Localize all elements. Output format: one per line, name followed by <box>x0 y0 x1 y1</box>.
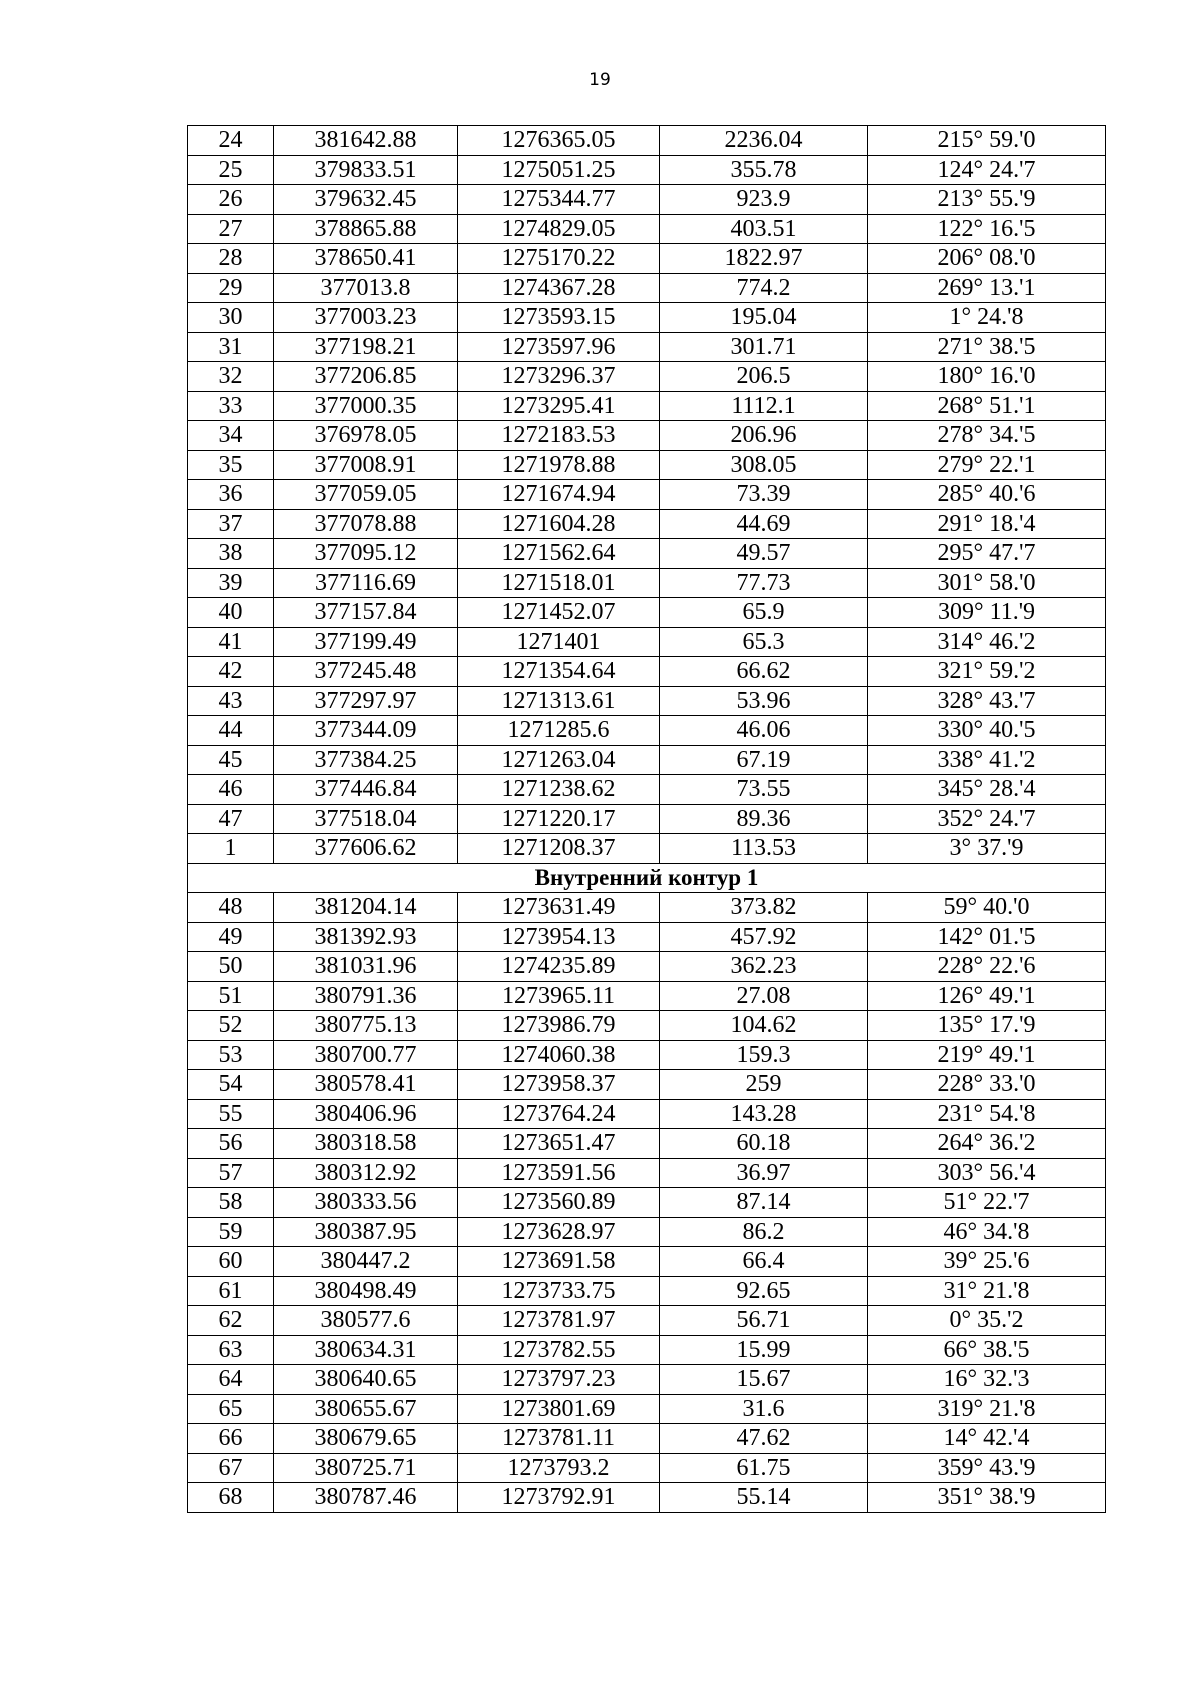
point-number-cell: 68 <box>188 1483 274 1513</box>
point-number-cell: 25 <box>188 155 274 185</box>
x-coordinate-cell: 380787.46 <box>274 1483 458 1513</box>
table-row <box>188 273 1106 303</box>
table-row <box>188 126 1106 156</box>
bearing-cell: 219° 49.'1 <box>868 1040 1106 1070</box>
bearing-cell: 314° 46.'2 <box>868 627 1106 657</box>
distance-cell: 104.62 <box>660 1011 868 1041</box>
table-row <box>188 568 1106 598</box>
distance-cell: 31.6 <box>660 1394 868 1424</box>
table-row <box>188 1335 1106 1365</box>
distance-cell: 1112.1 <box>660 391 868 421</box>
x-coordinate-cell: 380387.95 <box>274 1217 458 1247</box>
bearing-cell: 228° 22.'6 <box>868 952 1106 982</box>
y-coordinate-cell: 1271263.04 <box>458 745 660 775</box>
table-row <box>188 391 1106 421</box>
x-coordinate-cell: 379833.51 <box>274 155 458 185</box>
y-coordinate-cell: 1273631.49 <box>458 893 660 923</box>
point-number-cell: 32 <box>188 362 274 392</box>
x-coordinate-cell: 377008.91 <box>274 450 458 480</box>
x-coordinate-cell: 379632.45 <box>274 185 458 215</box>
y-coordinate-cell: 1271562.64 <box>458 539 660 569</box>
point-number-cell: 30 <box>188 303 274 333</box>
bearing-cell: 301° 58.'0 <box>868 568 1106 598</box>
table-row <box>188 1394 1106 1424</box>
point-number-cell: 27 <box>188 214 274 244</box>
bearing-cell: 122° 16.'5 <box>868 214 1106 244</box>
x-coordinate-cell: 381031.96 <box>274 952 458 982</box>
bearing-cell: 16° 32.'3 <box>868 1365 1106 1395</box>
bearing-cell: 51° 22.'7 <box>868 1188 1106 1218</box>
bearing-cell: 206° 08.'0 <box>868 244 1106 274</box>
x-coordinate-cell: 377078.88 <box>274 509 458 539</box>
point-number-cell: 24 <box>188 126 274 156</box>
bearing-cell: 271° 38.'5 <box>868 332 1106 362</box>
point-number-cell: 53 <box>188 1040 274 1070</box>
y-coordinate-cell: 1273628.97 <box>458 1217 660 1247</box>
y-coordinate-cell: 1273781.11 <box>458 1424 660 1454</box>
point-number-cell: 46 <box>188 775 274 805</box>
coordinates-table <box>187 125 1106 1513</box>
point-number-cell: 64 <box>188 1365 274 1395</box>
distance-cell: 55.14 <box>660 1483 868 1513</box>
distance-cell: 308.05 <box>660 450 868 480</box>
distance-cell: 46.06 <box>660 716 868 746</box>
point-number-cell: 63 <box>188 1335 274 1365</box>
distance-cell: 373.82 <box>660 893 868 923</box>
y-coordinate-cell: 1273591.56 <box>458 1158 660 1188</box>
y-coordinate-cell: 1275344.77 <box>458 185 660 215</box>
table-row <box>188 1483 1106 1513</box>
distance-cell: 67.19 <box>660 745 868 775</box>
table-row <box>188 332 1106 362</box>
point-number-cell: 36 <box>188 480 274 510</box>
distance-cell: 66.62 <box>660 657 868 687</box>
table-row <box>188 155 1106 185</box>
distance-cell: 60.18 <box>660 1129 868 1159</box>
point-number-cell: 67 <box>188 1453 274 1483</box>
distance-cell: 301.71 <box>660 332 868 362</box>
y-coordinate-cell: 1273593.15 <box>458 303 660 333</box>
outer-contour-rows <box>188 126 1106 864</box>
distance-cell: 15.67 <box>660 1365 868 1395</box>
point-number-cell: 55 <box>188 1099 274 1129</box>
distance-cell: 1822.97 <box>660 244 868 274</box>
x-coordinate-cell: 377344.09 <box>274 716 458 746</box>
bearing-cell: 264° 36.'2 <box>868 1129 1106 1159</box>
y-coordinate-cell: 1273597.96 <box>458 332 660 362</box>
y-coordinate-cell: 1273954.13 <box>458 922 660 952</box>
y-coordinate-cell: 1273958.37 <box>458 1070 660 1100</box>
bearing-cell: 135° 17.'9 <box>868 1011 1106 1041</box>
bearing-cell: 31° 21.'8 <box>868 1276 1106 1306</box>
y-coordinate-cell: 1274829.05 <box>458 214 660 244</box>
distance-cell: 159.3 <box>660 1040 868 1070</box>
table-row <box>188 1099 1106 1129</box>
x-coordinate-cell: 380679.65 <box>274 1424 458 1454</box>
distance-cell: 77.73 <box>660 568 868 598</box>
point-number-cell: 41 <box>188 627 274 657</box>
bearing-cell: 66° 38.'5 <box>868 1335 1106 1365</box>
bearing-cell: 215° 59.'0 <box>868 126 1106 156</box>
table-row <box>188 716 1106 746</box>
point-number-cell: 1 <box>188 834 274 864</box>
bearing-cell: 3° 37.'9 <box>868 834 1106 864</box>
y-coordinate-cell: 1273782.55 <box>458 1335 660 1365</box>
table-row <box>188 185 1106 215</box>
y-coordinate-cell: 1271285.6 <box>458 716 660 746</box>
table-row <box>188 1453 1106 1483</box>
distance-cell: 113.53 <box>660 834 868 864</box>
x-coordinate-cell: 377116.69 <box>274 568 458 598</box>
point-number-cell: 50 <box>188 952 274 982</box>
distance-cell: 89.36 <box>660 804 868 834</box>
y-coordinate-cell: 1273651.47 <box>458 1129 660 1159</box>
bearing-cell: 278° 34.'5 <box>868 421 1106 451</box>
bearing-cell: 142° 01.'5 <box>868 922 1106 952</box>
table-row <box>188 627 1106 657</box>
point-number-cell: 28 <box>188 244 274 274</box>
bearing-cell: 359° 43.'9 <box>868 1453 1106 1483</box>
point-number-cell: 48 <box>188 893 274 923</box>
bearing-cell: 321° 59.'2 <box>868 657 1106 687</box>
x-coordinate-cell: 377446.84 <box>274 775 458 805</box>
bearing-cell: 303° 56.'4 <box>868 1158 1106 1188</box>
table-row <box>188 1129 1106 1159</box>
bearing-cell: 345° 28.'4 <box>868 775 1106 805</box>
bearing-cell: 59° 40.'0 <box>868 893 1106 923</box>
x-coordinate-cell: 377384.25 <box>274 745 458 775</box>
bearing-cell: 295° 47.'7 <box>868 539 1106 569</box>
bearing-cell: 126° 49.'1 <box>868 981 1106 1011</box>
distance-cell: 206.96 <box>660 421 868 451</box>
table-row <box>188 421 1106 451</box>
table-row <box>188 686 1106 716</box>
distance-cell: 49.57 <box>660 539 868 569</box>
point-number-cell: 56 <box>188 1129 274 1159</box>
table-row <box>188 981 1106 1011</box>
table-row <box>188 745 1106 775</box>
x-coordinate-cell: 380791.36 <box>274 981 458 1011</box>
point-number-cell: 37 <box>188 509 274 539</box>
distance-cell: 86.2 <box>660 1217 868 1247</box>
point-number-cell: 49 <box>188 922 274 952</box>
bearing-cell: 330° 40.'5 <box>868 716 1106 746</box>
y-coordinate-cell: 1274367.28 <box>458 273 660 303</box>
point-number-cell: 57 <box>188 1158 274 1188</box>
distance-cell: 92.65 <box>660 1276 868 1306</box>
table-row <box>188 1188 1106 1218</box>
table-row <box>188 244 1106 274</box>
y-coordinate-cell: 1271354.64 <box>458 657 660 687</box>
point-number-cell: 44 <box>188 716 274 746</box>
point-number-cell: 59 <box>188 1217 274 1247</box>
distance-cell: 65.9 <box>660 598 868 628</box>
table-row <box>188 1247 1106 1277</box>
bearing-cell: 269° 13.'1 <box>868 273 1106 303</box>
distance-cell: 774.2 <box>660 273 868 303</box>
bearing-cell: 231° 54.'8 <box>868 1099 1106 1129</box>
x-coordinate-cell: 380318.58 <box>274 1129 458 1159</box>
point-number-cell: 65 <box>188 1394 274 1424</box>
x-coordinate-cell: 380655.67 <box>274 1394 458 1424</box>
table-row <box>188 1276 1106 1306</box>
y-coordinate-cell: 1273965.11 <box>458 981 660 1011</box>
bearing-cell: 228° 33.'0 <box>868 1070 1106 1100</box>
x-coordinate-cell: 377606.62 <box>274 834 458 864</box>
table-row <box>188 775 1106 805</box>
y-coordinate-cell: 1275051.25 <box>458 155 660 185</box>
table-row <box>188 1070 1106 1100</box>
bearing-cell: 14° 42.'4 <box>868 1424 1106 1454</box>
point-number-cell: 43 <box>188 686 274 716</box>
x-coordinate-cell: 377157.84 <box>274 598 458 628</box>
distance-cell: 362.23 <box>660 952 868 982</box>
point-number-cell: 38 <box>188 539 274 569</box>
x-coordinate-cell: 377013.8 <box>274 273 458 303</box>
bearing-cell: 291° 18.'4 <box>868 509 1106 539</box>
bearing-cell: 213° 55.'9 <box>868 185 1106 215</box>
y-coordinate-cell: 1274235.89 <box>458 952 660 982</box>
distance-cell: 206.5 <box>660 362 868 392</box>
y-coordinate-cell: 1274060.38 <box>458 1040 660 1070</box>
y-coordinate-cell: 1273801.69 <box>458 1394 660 1424</box>
y-coordinate-cell: 1271401 <box>458 627 660 657</box>
bearing-cell: 352° 24.'7 <box>868 804 1106 834</box>
y-coordinate-cell: 1276365.05 <box>458 126 660 156</box>
x-coordinate-cell: 381642.88 <box>274 126 458 156</box>
bearing-cell: 124° 24.'7 <box>868 155 1106 185</box>
bearing-cell: 285° 40.'6 <box>868 480 1106 510</box>
distance-cell: 66.4 <box>660 1247 868 1277</box>
table-row <box>188 1158 1106 1188</box>
distance-cell: 15.99 <box>660 1335 868 1365</box>
x-coordinate-cell: 380775.13 <box>274 1011 458 1041</box>
bearing-cell: 268° 51.'1 <box>868 391 1106 421</box>
table-row <box>188 1306 1106 1336</box>
bearing-cell: 309° 11.'9 <box>868 598 1106 628</box>
point-number-cell: 52 <box>188 1011 274 1041</box>
x-coordinate-cell: 378650.41 <box>274 244 458 274</box>
table-row <box>188 362 1106 392</box>
point-number-cell: 66 <box>188 1424 274 1454</box>
point-number-cell: 42 <box>188 657 274 687</box>
table-row <box>188 214 1106 244</box>
point-number-cell: 54 <box>188 1070 274 1100</box>
distance-cell: 355.78 <box>660 155 868 185</box>
bearing-cell: 0° 35.'2 <box>868 1306 1106 1336</box>
point-number-cell: 58 <box>188 1188 274 1218</box>
x-coordinate-cell: 377206.85 <box>274 362 458 392</box>
y-coordinate-cell: 1271238.62 <box>458 775 660 805</box>
distance-cell: 923.9 <box>660 185 868 215</box>
y-coordinate-cell: 1275170.22 <box>458 244 660 274</box>
x-coordinate-cell: 381392.93 <box>274 922 458 952</box>
distance-cell: 143.28 <box>660 1099 868 1129</box>
y-coordinate-cell: 1273793.2 <box>458 1453 660 1483</box>
y-coordinate-cell: 1271220.17 <box>458 804 660 834</box>
distance-cell: 73.55 <box>660 775 868 805</box>
x-coordinate-cell: 377297.97 <box>274 686 458 716</box>
y-coordinate-cell: 1271518.01 <box>458 568 660 598</box>
y-coordinate-cell: 1272183.53 <box>458 421 660 451</box>
distance-cell: 56.71 <box>660 1306 868 1336</box>
y-coordinate-cell: 1271452.07 <box>458 598 660 628</box>
bearing-cell: 46° 34.'8 <box>868 1217 1106 1247</box>
point-number-cell: 45 <box>188 745 274 775</box>
bearing-cell: 1° 24.'8 <box>868 303 1106 333</box>
distance-cell: 457.92 <box>660 922 868 952</box>
table-row <box>188 539 1106 569</box>
y-coordinate-cell: 1273560.89 <box>458 1188 660 1218</box>
section-header-group <box>188 863 1106 893</box>
x-coordinate-cell: 380312.92 <box>274 1158 458 1188</box>
y-coordinate-cell: 1273792.91 <box>458 1483 660 1513</box>
point-number-cell: 47 <box>188 804 274 834</box>
distance-cell: 87.14 <box>660 1188 868 1218</box>
y-coordinate-cell: 1273781.97 <box>458 1306 660 1336</box>
x-coordinate-cell: 380640.65 <box>274 1365 458 1395</box>
table-row <box>188 834 1106 864</box>
distance-cell: 2236.04 <box>660 126 868 156</box>
table-row <box>188 509 1106 539</box>
y-coordinate-cell: 1273691.58 <box>458 1247 660 1277</box>
y-coordinate-cell: 1271604.28 <box>458 509 660 539</box>
table-row <box>188 1365 1106 1395</box>
x-coordinate-cell: 377245.48 <box>274 657 458 687</box>
point-number-cell: 34 <box>188 421 274 451</box>
table-row <box>188 952 1106 982</box>
x-coordinate-cell: 380447.2 <box>274 1247 458 1277</box>
x-coordinate-cell: 380333.56 <box>274 1188 458 1218</box>
x-coordinate-cell: 380577.6 <box>274 1306 458 1336</box>
y-coordinate-cell: 1271313.61 <box>458 686 660 716</box>
table-row <box>188 598 1106 628</box>
point-number-cell: 51 <box>188 981 274 1011</box>
point-number-cell: 40 <box>188 598 274 628</box>
table-row <box>188 657 1106 687</box>
table-row <box>188 893 1106 923</box>
table-row <box>188 303 1106 333</box>
table-row <box>188 1217 1106 1247</box>
page-number: 19 <box>589 70 611 90</box>
y-coordinate-cell: 1271674.94 <box>458 480 660 510</box>
table-row <box>188 450 1106 480</box>
x-coordinate-cell: 381204.14 <box>274 893 458 923</box>
table-row <box>188 480 1106 510</box>
table-row <box>188 1011 1106 1041</box>
x-coordinate-cell: 377000.35 <box>274 391 458 421</box>
point-number-cell: 31 <box>188 332 274 362</box>
point-number-cell: 35 <box>188 450 274 480</box>
y-coordinate-cell: 1273764.24 <box>458 1099 660 1129</box>
bearing-cell: 328° 43.'7 <box>868 686 1106 716</box>
y-coordinate-cell: 1273986.79 <box>458 1011 660 1041</box>
x-coordinate-cell: 377198.21 <box>274 332 458 362</box>
y-coordinate-cell: 1273295.41 <box>458 391 660 421</box>
distance-cell: 27.08 <box>660 981 868 1011</box>
y-coordinate-cell: 1271978.88 <box>458 450 660 480</box>
x-coordinate-cell: 377059.05 <box>274 480 458 510</box>
x-coordinate-cell: 380634.31 <box>274 1335 458 1365</box>
bearing-cell: 338° 41.'2 <box>868 745 1106 775</box>
x-coordinate-cell: 377199.49 <box>274 627 458 657</box>
section-header-row <box>188 863 1106 893</box>
x-coordinate-cell: 380406.96 <box>274 1099 458 1129</box>
x-coordinate-cell: 376978.05 <box>274 421 458 451</box>
bearing-cell: 39° 25.'6 <box>868 1247 1106 1277</box>
point-number-cell: 29 <box>188 273 274 303</box>
distance-cell: 53.96 <box>660 686 868 716</box>
distance-cell: 47.62 <box>660 1424 868 1454</box>
x-coordinate-cell: 380700.77 <box>274 1040 458 1070</box>
y-coordinate-cell: 1273733.75 <box>458 1276 660 1306</box>
table-row <box>188 804 1106 834</box>
x-coordinate-cell: 377003.23 <box>274 303 458 333</box>
y-coordinate-cell: 1271208.37 <box>458 834 660 864</box>
bearing-cell: 351° 38.'9 <box>868 1483 1106 1513</box>
point-number-cell: 26 <box>188 185 274 215</box>
point-number-cell: 33 <box>188 391 274 421</box>
point-number-cell: 62 <box>188 1306 274 1336</box>
bearing-cell: 279° 22.'1 <box>868 450 1106 480</box>
point-number-cell: 61 <box>188 1276 274 1306</box>
distance-cell: 73.39 <box>660 480 868 510</box>
y-coordinate-cell: 1273296.37 <box>458 362 660 392</box>
distance-cell: 195.04 <box>660 303 868 333</box>
inner-contour-rows <box>188 893 1106 1513</box>
x-coordinate-cell: 380725.71 <box>274 1453 458 1483</box>
distance-cell: 259 <box>660 1070 868 1100</box>
distance-cell: 36.97 <box>660 1158 868 1188</box>
bearing-cell: 319° 21.'8 <box>868 1394 1106 1424</box>
x-coordinate-cell: 380578.41 <box>274 1070 458 1100</box>
distance-cell: 61.75 <box>660 1453 868 1483</box>
distance-cell: 65.3 <box>660 627 868 657</box>
x-coordinate-cell: 377518.04 <box>274 804 458 834</box>
section-title: Внутренний контур 1 <box>188 863 1106 893</box>
distance-cell: 44.69 <box>660 509 868 539</box>
x-coordinate-cell: 380498.49 <box>274 1276 458 1306</box>
table-row <box>188 1424 1106 1454</box>
table-row <box>188 922 1106 952</box>
y-coordinate-cell: 1273797.23 <box>458 1365 660 1395</box>
bearing-cell: 180° 16.'0 <box>868 362 1106 392</box>
x-coordinate-cell: 377095.12 <box>274 539 458 569</box>
distance-cell: 403.51 <box>660 214 868 244</box>
table-row <box>188 1040 1106 1070</box>
x-coordinate-cell: 378865.88 <box>274 214 458 244</box>
point-number-cell: 60 <box>188 1247 274 1277</box>
point-number-cell: 39 <box>188 568 274 598</box>
